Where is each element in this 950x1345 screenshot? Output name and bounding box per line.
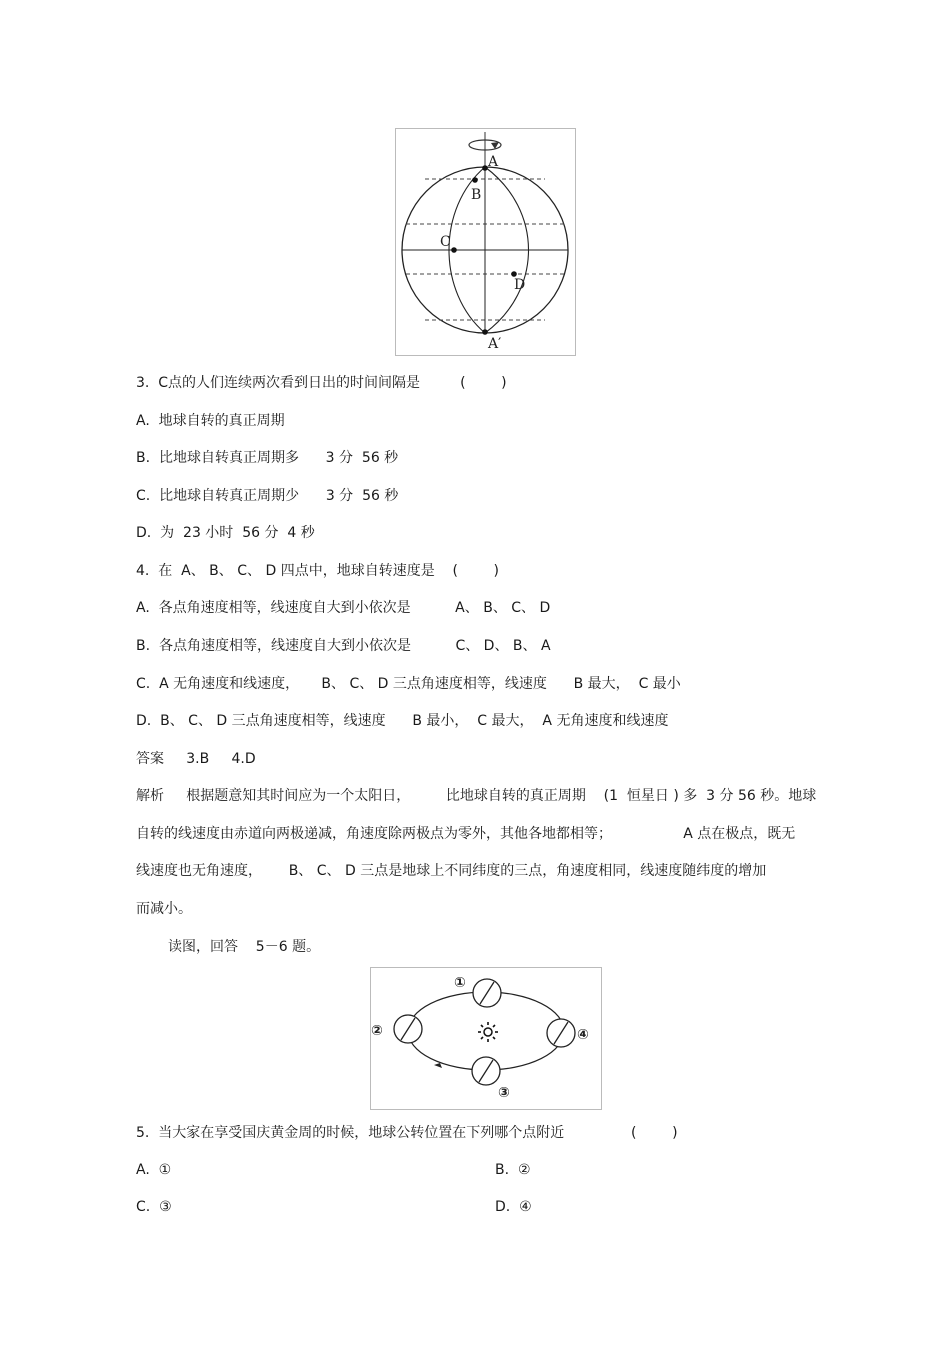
earth-position-3 bbox=[472, 1057, 500, 1085]
point-d bbox=[511, 271, 517, 277]
position-label-4: ④ bbox=[577, 1027, 589, 1043]
q4-stem: 4. 在 A、 B、 C、 D 四点中，地球自转速度是 ( ) bbox=[136, 563, 500, 579]
q3-option-d: D. 为 23 小时 56 分 4 秒 bbox=[136, 525, 315, 541]
earth-position-4 bbox=[547, 1019, 575, 1047]
q3-option-b: B. 比地球自转真正周期多 3 分 56 秒 bbox=[136, 450, 399, 466]
sun-icon bbox=[478, 1022, 498, 1042]
earth-position-2 bbox=[394, 1015, 422, 1043]
globe-figure bbox=[395, 128, 576, 356]
point-b bbox=[472, 177, 478, 183]
position-label-3: ③ bbox=[498, 1085, 510, 1101]
label-c: C bbox=[440, 234, 451, 250]
reading-intro: 读图，回答 5－6 题。 bbox=[168, 939, 321, 955]
analysis-line-3: 线速度也无角速度， B、 C、 D 三点是地球上不同纬度的三点，角速度相同，线速度随纬度的增加 bbox=[136, 863, 767, 879]
label-d: D bbox=[514, 277, 526, 293]
q5-option-a: A. ① bbox=[136, 1162, 172, 1178]
orbit-figure bbox=[370, 967, 602, 1110]
q5-option-b: B. ② bbox=[495, 1162, 531, 1178]
analysis-line-4: 而减小。 bbox=[136, 901, 192, 917]
q5-option-d: D. ④ bbox=[495, 1199, 532, 1215]
position-label-2: ② bbox=[371, 1023, 383, 1039]
label-a-prime: A′ bbox=[488, 336, 502, 352]
label-b: B bbox=[471, 187, 482, 203]
point-a-prime bbox=[482, 329, 488, 335]
orbit-direction-arrow-icon bbox=[434, 1063, 442, 1068]
point-a bbox=[482, 165, 488, 171]
point-c bbox=[451, 247, 457, 253]
q3-option-c: C. 比地球自转真正周期少 3 分 56 秒 bbox=[136, 488, 399, 504]
q5-option-c: C. ③ bbox=[136, 1199, 172, 1215]
analysis-line-2: 自转的线速度由赤道向两极递减，角速度除两极点为零外，其他各地都相等； A 点在极点，既无 bbox=[136, 826, 796, 842]
position-label-1: ① bbox=[454, 975, 466, 991]
label-a: A bbox=[488, 154, 499, 170]
q3-stem: 3. C点的人们连续两次看到日出的时间间隔是 ( ) bbox=[136, 375, 507, 391]
earth-position-1 bbox=[473, 979, 501, 1007]
answer: 答案 3.B 4.D bbox=[136, 751, 256, 767]
analysis-line-1: 解析 根据题意知其时间应为一个太阳日， 比地球自转的真正周期 (1 恒星日 ) 多 3 分 56 秒。地球 bbox=[136, 788, 817, 804]
q4-option-c: C. A 无角速度和线速度， B、 C、 D 三点角速度相等，线速度 B 最大， C 最小 bbox=[136, 676, 681, 692]
q4-option-a: A. 各点角速度相等，线速度自大到小依次是 A、 B、 C、 D bbox=[136, 600, 551, 616]
q4-option-b: B. 各点角速度相等，线速度自大到小依次是 C、 D、 B、 A bbox=[136, 638, 551, 654]
q4-option-d: D. B、 C、 D 三点角速度相等，线速度 B 最小， C 最大， A 无角速度和线速度 bbox=[136, 713, 669, 729]
q3-option-a: A. 地球自转的真正周期 bbox=[136, 413, 285, 429]
q5-stem: 5. 当大家在享受国庆黄金周的时候，地球公转位置在下列哪个点附近 ( ) bbox=[136, 1125, 678, 1141]
